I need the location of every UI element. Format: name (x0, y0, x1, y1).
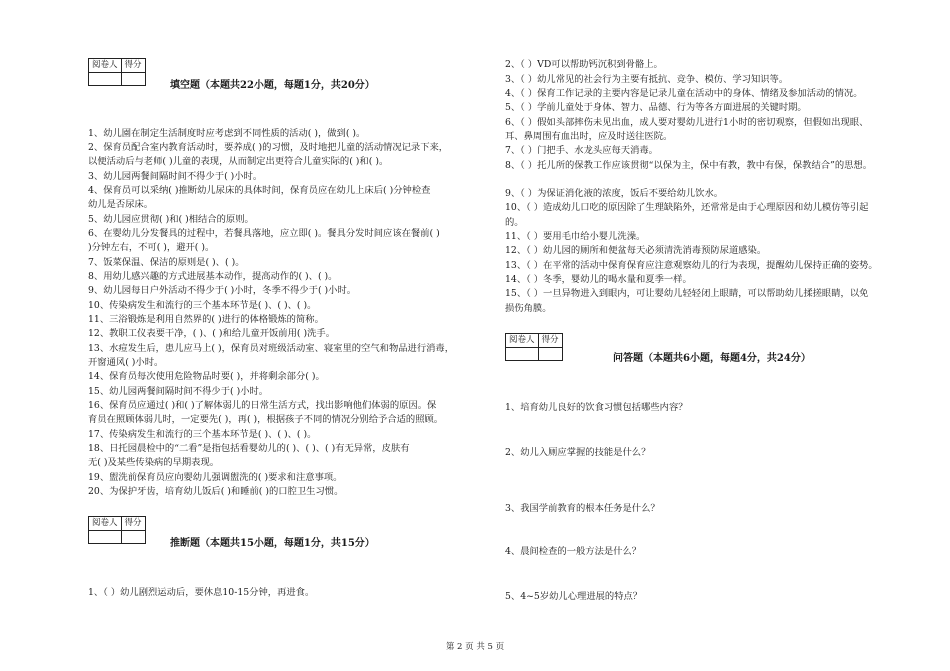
judge-line: 11、（ ）要用毛巾给小婴儿洗澡。 (505, 231, 646, 242)
judge-line: 13、（ ）在平常的活动中保育保育应注意观察幼儿的行为表现，提醒幼儿保持正确的姿势。 (505, 260, 878, 271)
fill-line: 7、饭菜保温、保洁的原则是( )、( )。 (88, 257, 245, 268)
fill-line: 1、幼儿園在制定生活制度时应考虑到不同性质的活动( )，做到( )。 (88, 128, 366, 139)
qa-question: 2、幼儿入厕应掌握的技能是什么？ (505, 447, 651, 458)
fill-line: 育员在照顾体弱儿时，一定要先( )，再( )，根据孩子不同的情况分别给予合适的照顾。 (88, 414, 444, 425)
fill-line: 以便活动后与老师( )儿童的表现，从而制定出更符合儿童实际的( )和( )。 (88, 156, 389, 167)
fill-line: )分钟左右，不可( )，避开( )。 (88, 242, 215, 253)
fill-line: 15、幼儿园两餐间隔时间不得少于( )小时。 (88, 386, 269, 397)
fill-line: 12、教职工仪表要干净，( )、( )和给儿童开饭前用( )洗手。 (88, 328, 335, 339)
judge-line: 3、（ ）幼儿常见的社会行为主要有抵抗、竞争、模仿、学习知识等。 (505, 74, 789, 85)
judge-line: 9、（ ）为保证消化液的浓度，饭后不要给幼儿饮水。 (505, 188, 724, 199)
fill-line: 5、幼儿园应贯彻( )和( )相结合的原则。 (88, 214, 254, 225)
fill-line: 18、日托园晨检中的“二看”是指包括看婴幼儿的( )、( )、( )有无异常，皮肤有 (88, 443, 410, 454)
judge-section-title: 推断题（本题共15小题，每题1分，共15分） (170, 538, 375, 549)
judge-line: 10、（ ）造成幼儿口吃的原因除了生理缺陷外，还常常是由于心理原因和幼儿模仿等引起 (505, 202, 869, 213)
score-cell[interactable] (538, 348, 562, 361)
fill-line: 4、保育员可以采纳( )推断幼儿尿床的具体时间，保育员应在幼儿上床后( )分钟检查 (88, 185, 431, 196)
score-cell[interactable] (121, 531, 145, 544)
judge-line: 耳、鼻周围有血出时，应及时送往医院。 (505, 131, 673, 142)
score-box-qa (505, 333, 563, 361)
fill-line: 8、用幼儿感兴趣的方式进展基本动作，提高动作的( )、( )。 (88, 271, 338, 282)
judge-line: 12、（ ）幼儿园的厕所和便盆每天必须清洗消毒预防尿道感染。 (505, 245, 767, 256)
fill-line: 6、在婴幼儿分发餐具的过程中，若餐具落地，应立即( )。餐具分发时间应该在餐前( ) (88, 228, 440, 239)
fill-line: 10、传染病发生和流行的三个基本环节是( )、( )、( )。 (88, 300, 317, 311)
fill-line: 13、水痘发生后，患儿应马上( )，保育员对班级活动室、寝室里的空气和物品进行消毒， (88, 343, 455, 354)
grader-label: 阅卷人 (89, 517, 122, 531)
judge-line: 4、（ ）保育工作记录的主要内容是记录儿童在活动中的身体、情绪及参加活动的情况。 (505, 88, 863, 99)
score-label: 得分 (538, 334, 562, 348)
score-label: 得分 (121, 517, 145, 531)
judge-line: 损伤角膜。 (505, 303, 552, 314)
judge-line: 14、（ ）冬季，婴幼儿的喝水量和夏季一样。 (505, 274, 692, 285)
score-box-judge (88, 516, 146, 544)
fill-line: 2、保育员配合室内教育活动时，要养成( )的习惯，及时地把儿童的活动情况记录下来， (88, 142, 449, 153)
qa-section-title: 问答题（本题共6小题，每题4分，共24分） (613, 353, 811, 364)
qa-question: 4、晨间检查的一般方法是什么？ (505, 546, 642, 557)
fill-line: 无( )及某些传染病的早期表现。 (88, 457, 220, 468)
fill-line: 20、为保护牙齿，培育幼儿饭后( )和睡前( )的口腔卫生习惯。 (88, 486, 344, 497)
fill-section-title: 填空题（本题共22小题，每题1分，共20分） (170, 80, 375, 91)
judge-line: 6、（ ）假如头部摔伤未见出血，成人要对婴幼儿进行1小时的密切观察，但假如出现眼、 (505, 117, 869, 128)
qa-question: 3、我国学前教育的根本任务是什么？ (505, 503, 660, 514)
grader-label: 阅卷人 (506, 334, 539, 348)
grader-cell[interactable] (506, 348, 539, 361)
score-label: 得分 (121, 59, 145, 73)
judge-line: 1、（ ）幼儿剧烈运动后，要休息10-15分钟，再进食。 (88, 587, 315, 598)
fill-line: 14、保育员每次使用危险物品时要( )，并将剩余部分( )。 (88, 371, 325, 382)
judge-line: 7、（ ）门把手、水龙头应每天消毒。 (505, 145, 658, 156)
fill-line: 11、三浴锻炼是利用自然界的( )进行的体格锻炼的简称。 (88, 314, 324, 325)
fill-line: 17、传染病发生和流行的三个基本环节是( )、( )、( )。 (88, 429, 317, 440)
fill-line: 开窗通风( )小时。 (88, 357, 164, 368)
fill-line: 3、幼儿园两餐间隔时间不得少于( )小时。 (88, 171, 263, 182)
fill-line: 19、盥洗前保育员应向婴幼儿强调盥洗的( )要求和注意事项。 (88, 472, 343, 483)
judge-line: 2、（ ）VD可以帮助钙沉积到骨骼上。 (505, 59, 663, 70)
fill-line: 幼儿是否尿床。 (88, 199, 154, 210)
qa-question: 1、培育幼儿良好的饮食习惯包括哪些内容？ (505, 402, 688, 413)
grader-cell[interactable] (89, 73, 122, 86)
judge-line: 的。 (505, 217, 524, 228)
score-cell[interactable] (121, 73, 145, 86)
judge-line: 8、（ ）托儿所的保教工作应该贯彻“以保为主，保中有教，教中有保，保教结合”的思想。 (505, 160, 873, 171)
fill-line: 16、保育员应通过( )和( )了解体弱儿的日常生活方式，找出影响他们体弱的原因。保 (88, 400, 437, 411)
grader-cell[interactable] (89, 531, 122, 544)
fill-line: 9、幼儿园每日户外活动不得少于( )小时，冬季不得少于( )小时。 (88, 285, 357, 296)
grader-label: 阅卷人 (89, 59, 122, 73)
qa-question: 5、4~5岁幼儿心理进展的特点？ (505, 591, 643, 602)
judge-line: 15、（ ）一旦异物进入到眼内，可让婴幼儿轻轻闭上眼睛，可以帮助幼儿揉搓眼睛，以免 (505, 288, 869, 299)
judge-line: 5、（ ）学前儿童处于身体、智力、品德、行为等各方面进展的关键时期。 (505, 102, 807, 113)
score-box-fill (88, 58, 146, 86)
page-footer: 第 2 页 共 5 页 (445, 642, 505, 652)
